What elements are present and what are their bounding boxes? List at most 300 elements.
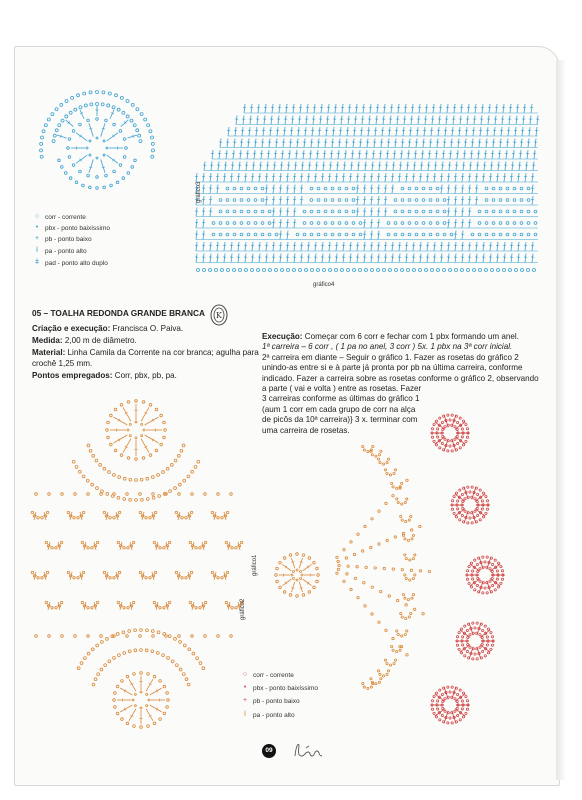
- chain-stitch: [103, 140, 105, 142]
- chain-stitch: [401, 222, 404, 225]
- chain-stitch: [113, 473, 116, 476]
- chain-stitch: [478, 222, 481, 225]
- chain-stitch: [496, 570, 498, 572]
- chain-stitch: [457, 500, 459, 502]
- chain-stitch: [437, 428, 439, 430]
- chain-stitch: [293, 269, 296, 272]
- tall-stitch: [266, 242, 267, 251]
- chain-stitch: [151, 476, 154, 479]
- chain-stitch: [117, 108, 120, 111]
- stitch-bar: [120, 605, 123, 606]
- chain-stitch: [100, 493, 103, 496]
- chain-stitch: [394, 222, 397, 225]
- chain-stitch: [415, 210, 418, 213]
- chain-stitch: [449, 445, 451, 447]
- chain-stitch: [189, 541, 191, 543]
- chain-stitch: [169, 490, 172, 493]
- tall-stitch: [236, 116, 237, 125]
- chain-stitch: [110, 184, 113, 187]
- chain-stitch: [435, 420, 437, 422]
- chain-stitch: [467, 486, 469, 488]
- tall-stitch: [141, 439, 149, 453]
- chain-stitch: [72, 164, 75, 167]
- chain-stitch: [513, 199, 516, 202]
- tall-stitch: [308, 254, 309, 263]
- tall-stitch: [340, 127, 341, 136]
- tall-stitch: [343, 173, 344, 182]
- chain-stitch: [345, 187, 348, 190]
- chain-stitch: [89, 154, 91, 156]
- tall-stitch: [258, 104, 259, 113]
- tall-stitch: [436, 150, 437, 159]
- chain-stitch: [443, 222, 446, 225]
- tall-stitch: [385, 185, 386, 194]
- chain-stitch: [353, 269, 356, 272]
- tall-stitch: [382, 127, 383, 136]
- tall-stitch: [271, 116, 272, 125]
- chain-stitch: [407, 539, 409, 541]
- chain-stitch: [174, 487, 177, 490]
- tall-stitch: [344, 162, 345, 171]
- chain-stitch: [503, 269, 506, 272]
- tall-stitch: [287, 219, 288, 228]
- chain-stitch: [114, 706, 117, 709]
- tall-stitch: [504, 254, 505, 263]
- chain-stitch: [110, 414, 113, 417]
- chain-stitch: [454, 426, 456, 428]
- tall-stitch: [456, 162, 457, 171]
- tall-stitch: [357, 208, 358, 217]
- chain-stitch: [140, 672, 143, 675]
- chain-stitch: [363, 449, 365, 451]
- chain-stitch: [486, 644, 488, 646]
- tall-stitch: [317, 150, 318, 159]
- chain-stitch: [479, 269, 482, 272]
- tall-stitch: [476, 185, 477, 194]
- chain-stitch: [199, 662, 202, 665]
- tall-stitch: [299, 116, 300, 125]
- chain-stitch: [227, 269, 230, 272]
- chain-stitch: [352, 187, 355, 190]
- chain-stitch: [135, 479, 138, 482]
- chain-stitch: [317, 269, 320, 272]
- chain-stitch: [356, 566, 358, 568]
- tall-stitch: [101, 159, 105, 172]
- material-line-2: crochê 1,25 mm.: [32, 359, 93, 368]
- chain-stitch: [44, 124, 47, 127]
- chain-stitch: [336, 572, 338, 574]
- chain-stitch: [67, 571, 69, 573]
- chain-stitch: [476, 584, 478, 586]
- tall-stitch: [369, 116, 370, 125]
- tall-stitch: [462, 173, 463, 182]
- chain-stitch: [352, 210, 355, 213]
- tall-stitch: [413, 254, 414, 263]
- chain-stitch: [357, 533, 359, 535]
- tall-stitch: [350, 173, 351, 182]
- chain-stitch: [470, 586, 472, 588]
- chain-stitch: [162, 654, 165, 657]
- chain-stitch: [82, 511, 84, 513]
- tall-stitch: [268, 150, 269, 159]
- chain-stitch: [231, 547, 233, 549]
- chain-stitch: [221, 577, 223, 579]
- chain-stitch: [166, 467, 169, 470]
- chain-stitch: [464, 510, 466, 512]
- chain-stitch: [431, 700, 433, 702]
- tall-stitch: [517, 104, 518, 113]
- chain-stitch: [96, 541, 98, 543]
- chain-stitch: [400, 515, 402, 517]
- tall-stitch: [394, 150, 395, 159]
- chain-stitch: [331, 199, 334, 202]
- tall-stitch: [316, 162, 317, 171]
- chain-stitch: [513, 222, 516, 225]
- chain-stitch: [451, 508, 453, 510]
- chain-stitch: [183, 479, 186, 482]
- tall-stitch: [372, 162, 373, 171]
- chain-stitch: [134, 649, 137, 652]
- chain-stitch: [91, 607, 93, 609]
- tall-stitch: [272, 104, 273, 113]
- tall-stitch: [359, 150, 360, 159]
- size-line: Medida: 2,00 m de diâmetro.: [32, 336, 137, 345]
- chain-stitch: [408, 199, 411, 202]
- tall-stitch: [287, 196, 288, 205]
- chain-stitch: [118, 476, 121, 479]
- chain-stitch: [138, 134, 141, 137]
- tall-stitch: [444, 139, 445, 148]
- chain-stitch: [53, 134, 56, 137]
- chain-stitch: [491, 269, 494, 272]
- tall-stitch: [513, 150, 514, 159]
- chain-stitch: [240, 210, 243, 213]
- chain-stitch: [394, 199, 397, 202]
- tall-stitch: [388, 139, 389, 148]
- chain-stitch: [419, 269, 422, 272]
- chain-stitch: [269, 269, 272, 272]
- tall-stitch: [532, 173, 533, 182]
- stitch-bar: [57, 545, 60, 546]
- tall-stitch: [469, 219, 470, 228]
- tall-stitch: [274, 162, 275, 171]
- tall-stitch: [219, 150, 220, 159]
- chain-stitch: [492, 563, 494, 565]
- chain-stitch: [447, 450, 449, 452]
- chain-stitch: [140, 707, 142, 709]
- tall-stitch: [218, 162, 219, 171]
- chain-stitch: [118, 511, 120, 513]
- chain-stitch: [133, 124, 136, 127]
- chain-stitch: [261, 199, 264, 202]
- signature-image: [292, 740, 328, 760]
- chain-stitch: [254, 199, 257, 202]
- chain-stitch: [126, 100, 129, 103]
- legend-text: pbx - ponto baixíssimo: [45, 224, 111, 232]
- chain-stitch: [60, 601, 62, 603]
- tall-stitch: [493, 139, 494, 148]
- tall-stitch: [483, 173, 484, 182]
- chain-stitch: [371, 454, 373, 456]
- tall-stitch: [252, 254, 253, 263]
- chain-stitch: [74, 108, 77, 111]
- chain-stitch: [399, 649, 401, 651]
- tall-stitch: [462, 242, 463, 251]
- chain-stitch: [149, 454, 152, 457]
- stitch-bar: [70, 515, 73, 516]
- tall-stitch: [336, 242, 337, 251]
- tall-stitch: [259, 173, 260, 182]
- chain-stitch: [413, 269, 416, 272]
- chain-stitch: [459, 519, 461, 521]
- chain-stitch: [492, 199, 495, 202]
- tall-stitch: [445, 127, 446, 136]
- tall-stitch: [510, 104, 511, 113]
- tall-stitch: [292, 116, 293, 125]
- chain-stitch: [154, 571, 156, 573]
- chain-stitch: [141, 423, 143, 425]
- tall-stitch: [351, 162, 352, 171]
- chain-stitch: [441, 442, 443, 444]
- tall-stitch: [303, 150, 304, 159]
- chain-stitch: [142, 401, 145, 404]
- chain-stitch: [323, 269, 326, 272]
- tall-stitch: [210, 185, 211, 194]
- tall-stitch: [287, 185, 288, 194]
- tall-stitch: [378, 231, 379, 240]
- stitch-bar: [214, 575, 217, 576]
- chain-stitch: [151, 650, 154, 653]
- chain-stitch: [474, 653, 476, 655]
- chain-stitch: [160, 443, 163, 446]
- chain-stitch: [453, 512, 455, 514]
- chain-stitch: [254, 210, 257, 213]
- chain-stitch: [47, 118, 50, 121]
- tall-stitch: [145, 417, 159, 425]
- chain-stitch: [185, 678, 188, 681]
- chain-stitch: [396, 599, 398, 601]
- tall-stitch: [356, 104, 357, 113]
- chain-stitch: [371, 269, 374, 272]
- chain-stitch: [484, 625, 486, 627]
- tall-stitch: [385, 254, 386, 263]
- chain-stitch: [436, 187, 439, 190]
- chain-stitch: [367, 450, 369, 452]
- chain-stitch: [485, 512, 487, 514]
- tall-stitch: [381, 139, 382, 148]
- chain-stitch: [365, 566, 367, 568]
- chain-stitch: [114, 449, 117, 452]
- tall-stitch: [476, 196, 477, 205]
- chain-stitch: [454, 710, 456, 712]
- chain-stitch: [310, 187, 313, 190]
- chain-stitch: [182, 673, 185, 676]
- stitch-bar: [79, 575, 82, 576]
- tall-stitch: [252, 173, 253, 182]
- chain-stitch: [378, 454, 380, 456]
- tall-stitch: [442, 162, 443, 171]
- chain-stitch: [146, 477, 149, 480]
- chain-stitch: [40, 142, 43, 145]
- tall-stitch: [430, 139, 431, 148]
- stitch-bar: [142, 575, 145, 576]
- chain-stitch: [303, 222, 306, 225]
- chain-stitch: [394, 536, 396, 538]
- tall-stitch: [507, 139, 508, 148]
- chain-stitch: [469, 634, 471, 636]
- chain-stitch: [397, 501, 399, 503]
- chain-stitch: [345, 557, 347, 559]
- chain-stitch: [371, 518, 373, 520]
- chain-stitch: [45, 601, 47, 603]
- tall-stitch: [413, 242, 414, 251]
- tall-stitch: [76, 155, 87, 163]
- chain-stitch: [338, 233, 341, 236]
- page-fold-shadow: [556, 60, 566, 780]
- chain-stitch: [116, 712, 119, 715]
- legend-item: [32, 234, 92, 244]
- tall-stitch: [242, 127, 243, 136]
- tall-stitch: [196, 231, 197, 240]
- tall-stitch: [367, 139, 368, 148]
- chain-stitch: [456, 644, 458, 646]
- chain-stitch: [331, 222, 334, 225]
- tall-stitch: [429, 150, 430, 159]
- chain-stitch: [425, 269, 428, 272]
- tall-stitch: [371, 231, 372, 240]
- chain-stitch: [439, 447, 441, 449]
- tall-stitch: [439, 116, 440, 125]
- tall-stitch: [302, 162, 303, 171]
- chain-stitch: [83, 657, 86, 660]
- stitch-bar: [34, 515, 37, 516]
- chain-stitch: [145, 649, 148, 652]
- tall-stitch: [465, 139, 466, 148]
- tall-stitch: [328, 104, 329, 113]
- chain-stitch: [479, 634, 481, 636]
- tall-stitch: [254, 150, 255, 159]
- tall-stitch: [515, 127, 516, 136]
- chain-stitch: [454, 438, 456, 440]
- tall-stitch: [364, 219, 365, 228]
- tall-stitch: [309, 162, 310, 171]
- chain-stitch: [501, 578, 503, 580]
- chain-stitch: [113, 123, 116, 126]
- tall-stitch: [353, 139, 354, 148]
- tall-stitch: [390, 116, 391, 125]
- chain-stitch: [101, 103, 104, 106]
- tall-stitch: [476, 173, 477, 182]
- chain-stitch: [520, 222, 523, 225]
- tall-stitch: [364, 231, 365, 240]
- chain-stitch: [347, 565, 349, 567]
- tall-stitch: [453, 116, 454, 125]
- chain-stitch: [191, 470, 194, 473]
- tall-stitch: [262, 139, 263, 148]
- tall-stitch: [368, 127, 369, 136]
- chain-stitch: [166, 692, 169, 695]
- tall-stitch: [502, 116, 503, 125]
- chain-stitch: [345, 233, 348, 236]
- chain-stitch: [31, 571, 33, 573]
- tall-stitch: [286, 104, 287, 113]
- tall-stitch: [481, 116, 482, 125]
- chain-stitch: [123, 498, 126, 501]
- chain-stitch: [212, 222, 215, 225]
- chain-stitch: [109, 517, 111, 519]
- chain-stitch: [204, 541, 206, 543]
- chain-stitch: [388, 595, 390, 597]
- tall-stitch: [203, 185, 204, 194]
- chain-stitch: [55, 129, 58, 132]
- tall-stitch: [251, 104, 252, 113]
- tall-stitch: [129, 679, 136, 691]
- chain-stitch: [492, 210, 495, 213]
- chain-stitch: [168, 635, 171, 638]
- chain-stitch: [129, 498, 132, 501]
- chain-stitch: [120, 96, 123, 99]
- tall-stitch: [415, 150, 416, 159]
- chain-stitch: [254, 222, 257, 225]
- tall-stitch-icon: ƚ: [244, 711, 246, 718]
- chain-stitch: [447, 722, 449, 724]
- tall-stitch: [532, 185, 533, 194]
- tall-stitch: [497, 242, 498, 251]
- tall-stitch: [278, 116, 279, 125]
- tall-stitch: [412, 104, 413, 113]
- chain-stitch: [387, 222, 390, 225]
- legend-text: pa - ponto alto: [253, 711, 295, 719]
- tall-stitch: [531, 104, 532, 113]
- chain-stitch: [149, 404, 152, 407]
- chain-stitch: [457, 714, 459, 716]
- chain-stitch: [96, 157, 98, 159]
- chain-stitch: [110, 443, 113, 446]
- chain-stitch: [410, 529, 412, 531]
- chain-stitch: [75, 466, 78, 469]
- tall-stitch: [402, 139, 403, 148]
- chain-stitch: [401, 210, 404, 213]
- chain-stitch: [464, 625, 466, 627]
- tall-stitch: [416, 139, 417, 148]
- tall-stitch: [393, 162, 394, 171]
- tall-stitch: [464, 150, 465, 159]
- chain-stitch: [116, 181, 119, 184]
- chain-stitch: [159, 547, 161, 549]
- tall-stitch: [276, 139, 277, 148]
- tall-stitch: [256, 127, 257, 136]
- chain-stitch: [444, 710, 446, 712]
- chain-stitch: [140, 691, 142, 693]
- tall-stitch: [422, 150, 423, 159]
- chain-stitch: [261, 187, 264, 190]
- chain-stitch: [431, 428, 433, 430]
- chain-stitch: [401, 482, 403, 484]
- chain-stitch: [96, 487, 99, 490]
- execution-line: 3 carreiras conforme as últimas do gráfico 1: [262, 394, 420, 404]
- chain-stitch: [165, 635, 168, 638]
- tall-stitch: [455, 185, 456, 194]
- chain-stitch: [72, 460, 75, 463]
- chain-stitch: [412, 577, 414, 579]
- tall-stitch: [498, 162, 499, 171]
- chain-stitch: [456, 636, 458, 638]
- bottom-legend: [240, 670, 360, 724]
- chain-stitch: [106, 637, 109, 640]
- chain-stitch: [409, 559, 411, 561]
- stitch-bar: [228, 605, 231, 606]
- tall-stitch: [364, 196, 365, 205]
